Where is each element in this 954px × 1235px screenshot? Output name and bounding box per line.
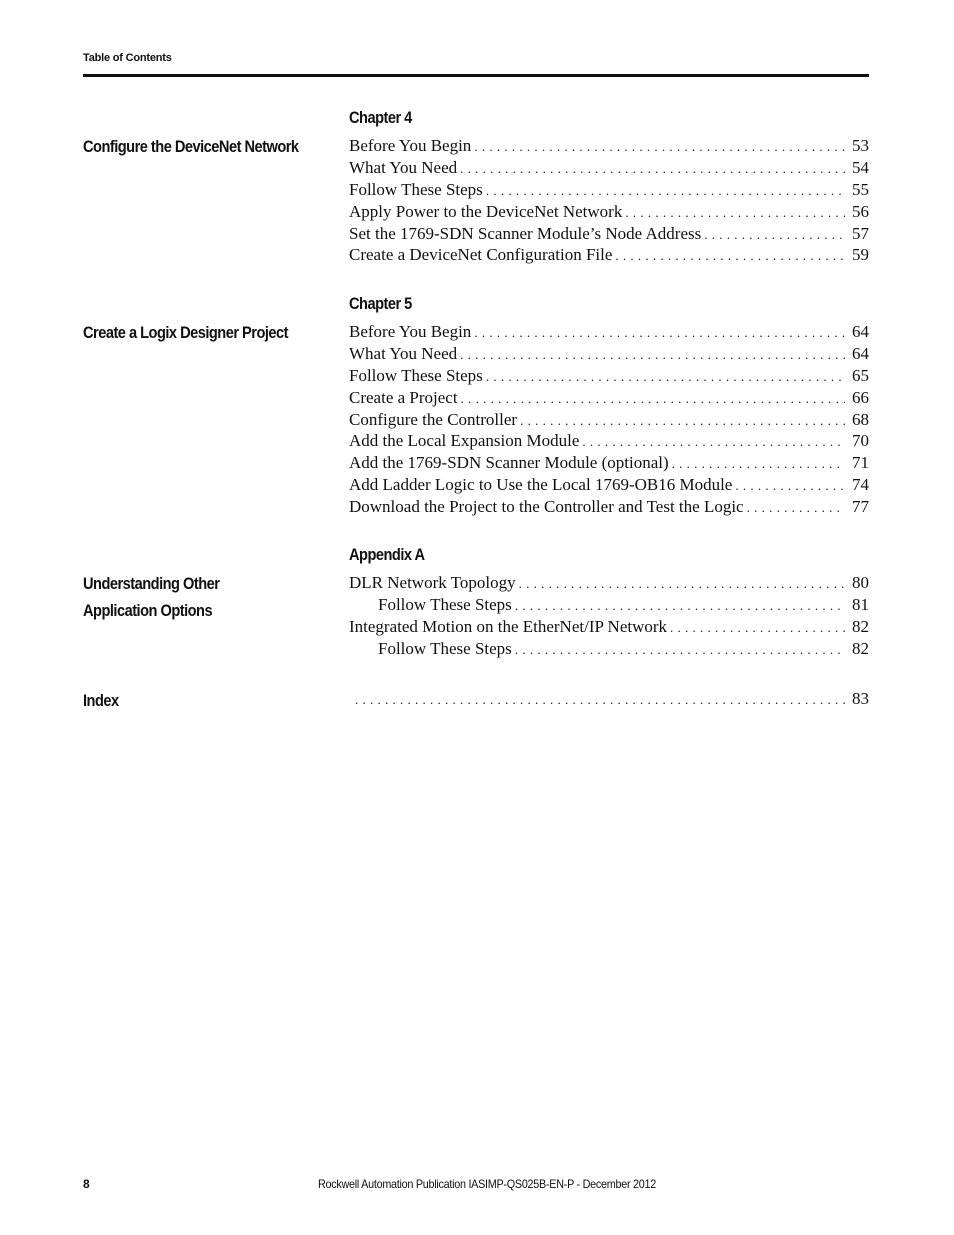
toc-entry[interactable]: Create a DeviceNet Configuration File . . . 59 [349, 245, 869, 267]
leader-dots [520, 410, 845, 430]
header-rule [83, 74, 869, 77]
leader-dots [486, 180, 845, 200]
toc-entry[interactable]: DLR Network Topology . . . 80 [349, 573, 869, 595]
chapter-5-label: Chapter 5 [349, 294, 412, 313]
chapter-4-label: Chapter 4 [349, 108, 412, 127]
chapter-4-title[interactable]: Configure the DeviceNet Network [83, 137, 299, 156]
toc-entry[interactable]: Integrated Motion on the EtherNet/IP Network . . . 82 [349, 617, 869, 639]
appendix-a-title-line-1: Understanding Other [83, 574, 220, 593]
leader-dots [670, 617, 845, 637]
leader-dots [355, 689, 849, 709]
toc-entry[interactable]: What You Need . . . 64 [349, 344, 869, 366]
leader-dots [519, 573, 845, 593]
toc-entry[interactable]: Before You Begin . . . 53 [349, 136, 869, 158]
appendix-a-title-line-2: Application Options [83, 601, 213, 620]
index-title[interactable]: Index [83, 691, 119, 710]
toc-entry[interactable]: Follow These Steps . . . 65 [349, 366, 869, 388]
leader-dots [704, 224, 845, 244]
toc-entry[interactable]: Before You Begin . . . 64 [349, 322, 869, 344]
toc-entry[interactable]: Download the Project to the Controller and Test the Logic . . . 77 [349, 497, 869, 519]
leader-dots [672, 453, 845, 473]
leader-dots [735, 475, 845, 495]
chapter-5-entries [349, 322, 869, 519]
toc-entry[interactable]: Add Ladder Logic to Use the Local 1769-OB16 Module . . . 74 [349, 475, 869, 497]
toc-entry[interactable]: Add the 1769-SDN Scanner Module (optional) . . . 71 [349, 453, 869, 475]
leader-dots [747, 497, 845, 517]
toc-entry[interactable]: What You Need . . . 54 [349, 158, 869, 180]
toc-subentry[interactable]: Follow These Steps . . . 81 [349, 595, 869, 617]
leader-dots [615, 245, 845, 265]
running-head-title: Table of Contents [83, 52, 172, 64]
toc-entry[interactable]: Follow These Steps . . . 55 [349, 180, 869, 202]
leader-dots [474, 322, 845, 342]
toc-entry[interactable]: Create a Project . . . 66 [349, 388, 869, 410]
leader-dots [474, 136, 845, 156]
appendix-a-entries [349, 573, 869, 661]
index-entry[interactable]: . . . 83 [355, 689, 869, 711]
leader-dots [515, 595, 845, 615]
leader-dots [460, 344, 845, 364]
leader-dots [486, 366, 845, 386]
toc-entry[interactable]: Apply Power to the DeviceNet Network . . . 56 [349, 202, 869, 224]
leader-dots [461, 388, 845, 408]
index-entry-row [355, 689, 869, 711]
chapter-4-entries [349, 136, 869, 267]
toc-entry[interactable]: Configure the Controller . . . 68 [349, 410, 869, 432]
appendix-a-label: Appendix A [349, 545, 425, 564]
leader-dots [582, 431, 845, 451]
appendix-a-title[interactable] [83, 570, 332, 624]
leader-dots [460, 158, 845, 178]
footer-page-number: 8 [83, 1177, 90, 1191]
toc-subentry[interactable]: Follow These Steps . . . 82 [349, 639, 869, 661]
leader-dots [515, 639, 845, 659]
chapter-5-title[interactable]: Create a Logix Designer Project [83, 323, 289, 342]
leader-dots [625, 202, 845, 222]
toc-entry[interactable]: Set the 1769-SDN Scanner Module’s Node Address . . . 57 [349, 224, 869, 246]
footer-publication: Rockwell Automation Publication IASIMP-QS025B-EN-P - December 2012 [318, 1177, 656, 1191]
toc-entry[interactable]: Add the Local Expansion Module . . . 70 [349, 431, 869, 453]
